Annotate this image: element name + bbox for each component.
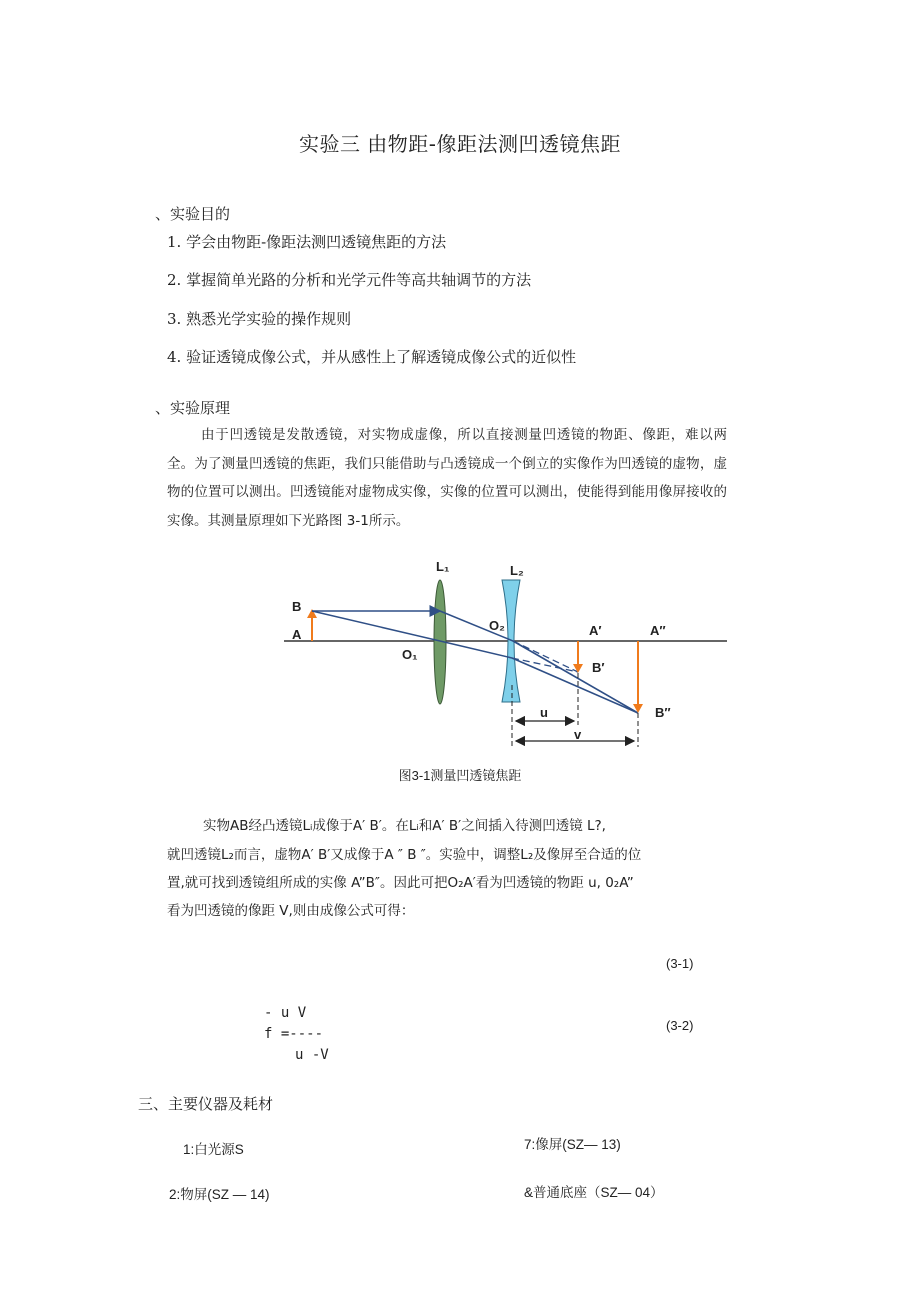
section-heading-principle: 、实验原理 xyxy=(155,399,231,417)
section-heading-equipment: 三、主要仪器及耗材 xyxy=(138,1095,274,1113)
body-text-line-3: 置,就可找到透镜组所成的实像 A”B″。因此可把O₂A′看为凹透镜的物距 u, 0₂A” xyxy=(167,875,634,891)
label-O1: O₁ xyxy=(402,647,418,662)
label-O2: O₂ xyxy=(489,618,505,633)
purpose-item-3: 3. 熟悉光学实验的操作规则 xyxy=(167,310,352,328)
principle-paragraph: 由于凹透镜是发散透镜，对实物成虚像，所以直接测量凹透镜的物距、像距，难以两全。为了测量凹透镜的焦距，我们只能借助与凸透镜成一个倒立的实像作为凹透镜的虚物，虚物的位置可以测出。凹透镜能对虚物成实像，实像的位置可以测出，使能得到能用像屏接收的实像。其测量原理如下光路图 3-1所示。 xyxy=(167,427,727,529)
formula-numerator: - u V xyxy=(264,1005,307,1021)
ray-center-continued xyxy=(440,641,512,658)
equipment-item-8: &普通底座（SZ— 04） xyxy=(524,1185,664,1200)
equipment-item-1: 1:白光源S xyxy=(183,1142,244,1157)
label-L1: L₁ xyxy=(436,559,450,574)
equation-label-3-1: (3-1) xyxy=(666,956,694,971)
equation-label-3-2: (3-2) xyxy=(666,1018,694,1033)
label-A: A xyxy=(292,627,302,642)
label-A-double-prime: A″ xyxy=(650,623,666,638)
label-u: u xyxy=(540,705,548,720)
body-text-line-1: 实物AB经凸透镜Lᵢ成像于A′ B′。在Lᵢ和A′ B′之间插入待测凹透镜 L?, xyxy=(203,818,606,834)
label-B-prime: B′ xyxy=(592,660,605,675)
figure-caption: 图3-1测量凹透镜焦距 xyxy=(398,768,522,783)
optical-path-diagram xyxy=(280,555,740,755)
label-B: B xyxy=(292,599,302,614)
ray-final-1 xyxy=(513,641,638,713)
section-heading-purpose: 、实验目的 xyxy=(155,205,231,223)
equipment-item-7: 7:像屏(SZ— 13) xyxy=(524,1137,621,1152)
purpose-item-4: 4. 验证透镜成像公式，并从感性上了解透镜成像公式的近似性 xyxy=(167,348,577,366)
label-L2: L₂ xyxy=(510,563,524,578)
ray-virtual-dashed-2 xyxy=(513,641,578,672)
formula-denominator: u -V xyxy=(295,1047,329,1063)
equipment-item-2: 2:物屏(SZ — 14) xyxy=(169,1187,270,1202)
label-B-double-prime: B″ xyxy=(655,705,671,720)
formula-fraction-line: f =---- xyxy=(264,1026,324,1042)
purpose-item-1: 1. 学会由物距-像距法测凹透镜焦距的方法 xyxy=(167,233,447,251)
purpose-item-2: 2. 掌握简单光路的分析和光学元件等高共轴调节的方法 xyxy=(167,271,532,289)
page-title: 实验三 由物距-像距法测凹透镜焦距 xyxy=(298,132,622,156)
body-text-line-4: 看为凹透镜的像距 V,则由成像公式可得： xyxy=(167,903,415,919)
body-text-line-2: 就凹透镜L₂而言，虚物A′ B′又成像于A ″ B ″。实验中，调整L₂及像屏至合适的位 xyxy=(167,847,642,863)
label-v: v xyxy=(574,727,582,742)
label-A-prime: A′ xyxy=(589,623,602,638)
ray-through-center xyxy=(312,611,440,641)
